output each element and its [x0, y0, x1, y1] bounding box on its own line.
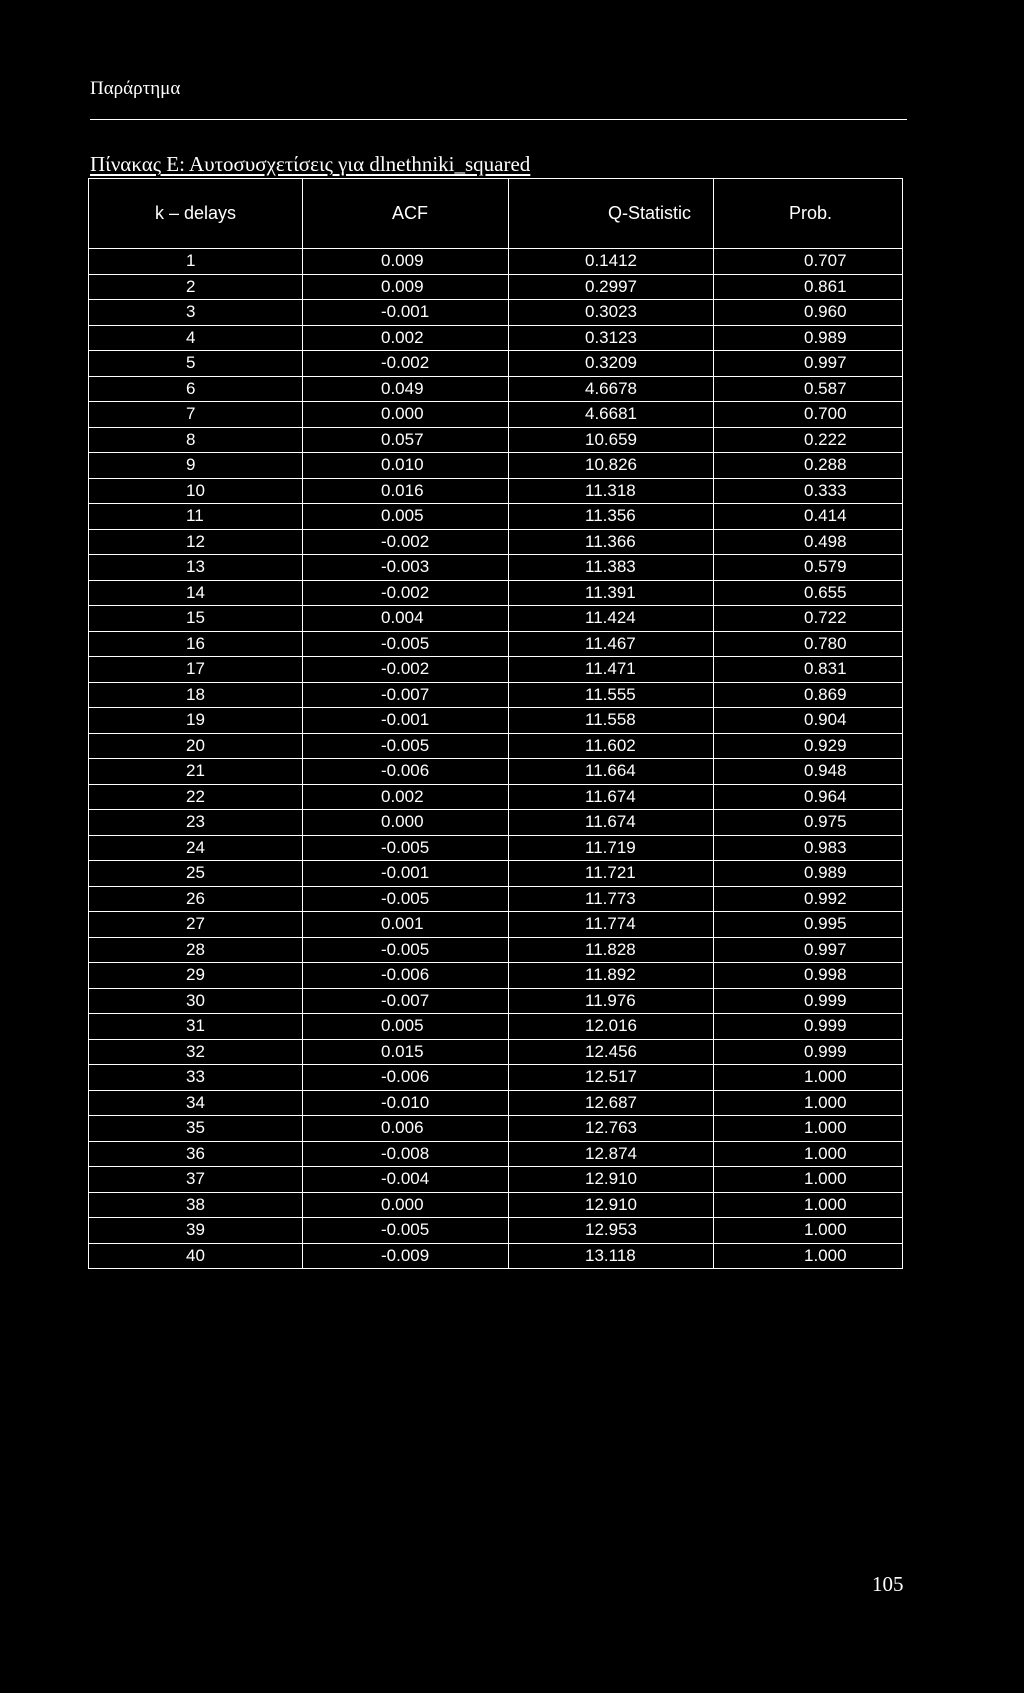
table-row — [89, 988, 903, 1014]
cell-prob: 1.000 — [714, 1243, 903, 1269]
cell-q-statistic: 10.659 — [509, 427, 714, 453]
cell-q-statistic: 12.517 — [509, 1065, 714, 1091]
cell-k: 24 — [89, 835, 303, 861]
cell-q-statistic: 12.910 — [509, 1167, 714, 1193]
cell-q-statistic: 11.828 — [509, 937, 714, 963]
cell-q-statistic: 12.910 — [509, 1192, 714, 1218]
table-header-row — [89, 179, 903, 249]
header-q-statistic: Q-Statistic — [509, 179, 714, 249]
cell-acf: 0.005 — [303, 504, 509, 530]
cell-acf: -0.010 — [303, 1090, 509, 1116]
cell-acf: -0.007 — [303, 682, 509, 708]
cell-acf: -0.005 — [303, 835, 509, 861]
cell-k: 35 — [89, 1116, 303, 1142]
cell-prob: 0.999 — [714, 1039, 903, 1065]
cell-q-statistic: 10.826 — [509, 453, 714, 479]
table-row — [89, 937, 903, 963]
cell-prob: 1.000 — [714, 1141, 903, 1167]
table-body — [89, 249, 903, 1269]
cell-acf: -0.005 — [303, 1218, 509, 1244]
cell-acf: -0.001 — [303, 861, 509, 887]
cell-prob: 0.997 — [714, 351, 903, 377]
table-row — [89, 504, 903, 530]
cell-acf: -0.008 — [303, 1141, 509, 1167]
cell-acf: 0.002 — [303, 325, 509, 351]
cell-prob: 0.333 — [714, 478, 903, 504]
cell-k: 18 — [89, 682, 303, 708]
cell-q-statistic: 11.892 — [509, 963, 714, 989]
cell-k: 20 — [89, 733, 303, 759]
cell-q-statistic: 12.953 — [509, 1218, 714, 1244]
table-row — [89, 963, 903, 989]
cell-q-statistic: 11.602 — [509, 733, 714, 759]
page-number: 105 — [872, 1572, 904, 1596]
table-row — [89, 835, 903, 861]
table-row — [89, 376, 903, 402]
cell-prob: 0.288 — [714, 453, 903, 479]
cell-acf: -0.005 — [303, 631, 509, 657]
cell-k: 26 — [89, 886, 303, 912]
table-row — [89, 886, 903, 912]
table-row — [89, 1141, 903, 1167]
cell-q-statistic: 4.6681 — [509, 402, 714, 428]
cell-prob: 1.000 — [714, 1116, 903, 1142]
cell-k: 30 — [89, 988, 303, 1014]
cell-acf: -0.005 — [303, 937, 509, 963]
table-row — [89, 657, 903, 683]
cell-acf: -0.002 — [303, 351, 509, 377]
cell-acf: -0.002 — [303, 580, 509, 606]
cell-q-statistic: 0.1412 — [509, 249, 714, 275]
cell-k: 10 — [89, 478, 303, 504]
cell-q-statistic: 11.773 — [509, 886, 714, 912]
cell-k: 15 — [89, 606, 303, 632]
table-row — [89, 453, 903, 479]
cell-acf: -0.009 — [303, 1243, 509, 1269]
cell-q-statistic: 4.6678 — [509, 376, 714, 402]
cell-q-statistic: 11.424 — [509, 606, 714, 632]
table-row — [89, 810, 903, 836]
cell-k: 33 — [89, 1065, 303, 1091]
table-row — [89, 1039, 903, 1065]
cell-k: 9 — [89, 453, 303, 479]
cell-q-statistic: 11.471 — [509, 657, 714, 683]
cell-k: 3 — [89, 300, 303, 326]
cell-k: 32 — [89, 1039, 303, 1065]
cell-k: 22 — [89, 784, 303, 810]
table-caption: Πίνακας Ε: Αυτοσυσχετίσεις για dlnethniki_squared — [90, 152, 531, 176]
cell-q-statistic: 11.366 — [509, 529, 714, 555]
table-row — [89, 427, 903, 453]
cell-prob: 0.587 — [714, 376, 903, 402]
cell-acf: 0.010 — [303, 453, 509, 479]
table-row — [89, 733, 903, 759]
cell-prob: 1.000 — [714, 1192, 903, 1218]
cell-acf: -0.005 — [303, 886, 509, 912]
cell-prob: 1.000 — [714, 1218, 903, 1244]
cell-prob: 0.998 — [714, 963, 903, 989]
cell-prob: 0.929 — [714, 733, 903, 759]
cell-prob: 0.869 — [714, 682, 903, 708]
table-row — [89, 1116, 903, 1142]
cell-k: 28 — [89, 937, 303, 963]
cell-acf: 0.006 — [303, 1116, 509, 1142]
cell-prob: 0.999 — [714, 988, 903, 1014]
cell-prob: 0.989 — [714, 861, 903, 887]
cell-k: 19 — [89, 708, 303, 734]
table-row — [89, 606, 903, 632]
cell-acf: -0.001 — [303, 300, 509, 326]
cell-k: 37 — [89, 1167, 303, 1193]
cell-q-statistic: 12.687 — [509, 1090, 714, 1116]
table-row — [89, 1192, 903, 1218]
cell-q-statistic: 13.118 — [509, 1243, 714, 1269]
cell-prob: 0.960 — [714, 300, 903, 326]
cell-acf: -0.006 — [303, 1065, 509, 1091]
cell-acf: -0.003 — [303, 555, 509, 581]
cell-acf: 0.005 — [303, 1014, 509, 1040]
table-row — [89, 555, 903, 581]
header-rule — [90, 119, 907, 120]
cell-prob: 0.498 — [714, 529, 903, 555]
table-row — [89, 631, 903, 657]
table-row — [89, 580, 903, 606]
cell-q-statistic: 0.3209 — [509, 351, 714, 377]
table-row — [89, 682, 903, 708]
cell-acf: -0.005 — [303, 733, 509, 759]
cell-k: 31 — [89, 1014, 303, 1040]
table-row — [89, 1014, 903, 1040]
table-row — [89, 300, 903, 326]
cell-k: 14 — [89, 580, 303, 606]
cell-q-statistic: 12.016 — [509, 1014, 714, 1040]
cell-q-statistic: 12.456 — [509, 1039, 714, 1065]
cell-acf: -0.004 — [303, 1167, 509, 1193]
cell-acf: 0.049 — [303, 376, 509, 402]
cell-k: 2 — [89, 274, 303, 300]
cell-k: 36 — [89, 1141, 303, 1167]
header-acf: ACF — [303, 179, 509, 249]
cell-k: 38 — [89, 1192, 303, 1218]
table-row — [89, 478, 903, 504]
cell-acf: 0.000 — [303, 810, 509, 836]
cell-prob: 0.975 — [714, 810, 903, 836]
table-row — [89, 249, 903, 275]
cell-prob: 0.983 — [714, 835, 903, 861]
table-row — [89, 1243, 903, 1269]
cell-acf: 0.002 — [303, 784, 509, 810]
cell-prob: 0.579 — [714, 555, 903, 581]
cell-prob: 0.948 — [714, 759, 903, 785]
cell-q-statistic: 11.674 — [509, 810, 714, 836]
acf-table — [88, 178, 903, 1269]
cell-q-statistic: 11.467 — [509, 631, 714, 657]
table-row — [89, 1065, 903, 1091]
table-row — [89, 1218, 903, 1244]
cell-prob: 0.992 — [714, 886, 903, 912]
cell-prob: 0.414 — [714, 504, 903, 530]
cell-prob: 0.904 — [714, 708, 903, 734]
cell-acf: 0.057 — [303, 427, 509, 453]
cell-acf: -0.002 — [303, 657, 509, 683]
cell-acf: 0.016 — [303, 478, 509, 504]
cell-k: 39 — [89, 1218, 303, 1244]
cell-q-statistic: 11.774 — [509, 912, 714, 938]
cell-q-statistic: 11.721 — [509, 861, 714, 887]
cell-acf: -0.006 — [303, 759, 509, 785]
cell-k: 21 — [89, 759, 303, 785]
cell-prob: 0.655 — [714, 580, 903, 606]
cell-k: 27 — [89, 912, 303, 938]
table-row — [89, 784, 903, 810]
table-row — [89, 529, 903, 555]
cell-k: 13 — [89, 555, 303, 581]
cell-prob: 0.700 — [714, 402, 903, 428]
table-row — [89, 402, 903, 428]
cell-q-statistic: 11.719 — [509, 835, 714, 861]
cell-acf: 0.004 — [303, 606, 509, 632]
cell-q-statistic: 0.3023 — [509, 300, 714, 326]
cell-prob: 0.707 — [714, 249, 903, 275]
cell-k: 29 — [89, 963, 303, 989]
cell-q-statistic: 11.318 — [509, 478, 714, 504]
cell-q-statistic: 12.874 — [509, 1141, 714, 1167]
cell-k: 7 — [89, 402, 303, 428]
cell-q-statistic: 11.558 — [509, 708, 714, 734]
table-row — [89, 274, 903, 300]
cell-q-statistic: 11.356 — [509, 504, 714, 530]
cell-k: 23 — [89, 810, 303, 836]
cell-acf: 0.009 — [303, 249, 509, 275]
cell-q-statistic: 0.2997 — [509, 274, 714, 300]
cell-q-statistic: 11.674 — [509, 784, 714, 810]
cell-q-statistic: 11.391 — [509, 580, 714, 606]
cell-acf: -0.007 — [303, 988, 509, 1014]
cell-acf: 0.015 — [303, 1039, 509, 1065]
cell-prob: 0.989 — [714, 325, 903, 351]
cell-acf: 0.001 — [303, 912, 509, 938]
table-row — [89, 912, 903, 938]
cell-prob: 1.000 — [714, 1090, 903, 1116]
table-row — [89, 861, 903, 887]
cell-q-statistic: 11.383 — [509, 555, 714, 581]
cell-acf: -0.001 — [303, 708, 509, 734]
table-row — [89, 759, 903, 785]
table-row — [89, 708, 903, 734]
cell-acf: 0.000 — [303, 402, 509, 428]
cell-acf: -0.006 — [303, 963, 509, 989]
header-prob: Prob. — [714, 179, 903, 249]
cell-k: 4 — [89, 325, 303, 351]
running-head: Παράρτημα — [90, 78, 181, 99]
table-row — [89, 1090, 903, 1116]
cell-acf: 0.000 — [303, 1192, 509, 1218]
cell-q-statistic: 0.3123 — [509, 325, 714, 351]
cell-prob: 0.722 — [714, 606, 903, 632]
cell-prob: 0.222 — [714, 427, 903, 453]
cell-prob: 1.000 — [714, 1167, 903, 1193]
cell-prob: 0.964 — [714, 784, 903, 810]
cell-prob: 0.995 — [714, 912, 903, 938]
table-row — [89, 351, 903, 377]
cell-prob: 0.997 — [714, 937, 903, 963]
cell-k: 1 — [89, 249, 303, 275]
cell-q-statistic: 12.763 — [509, 1116, 714, 1142]
cell-q-statistic: 11.664 — [509, 759, 714, 785]
cell-k: 5 — [89, 351, 303, 377]
table-row — [89, 1167, 903, 1193]
cell-prob: 0.999 — [714, 1014, 903, 1040]
cell-prob: 1.000 — [714, 1065, 903, 1091]
cell-k: 40 — [89, 1243, 303, 1269]
cell-prob: 0.831 — [714, 657, 903, 683]
cell-prob: 0.861 — [714, 274, 903, 300]
cell-k: 34 — [89, 1090, 303, 1116]
cell-k: 16 — [89, 631, 303, 657]
cell-acf: -0.002 — [303, 529, 509, 555]
cell-q-statistic: 11.976 — [509, 988, 714, 1014]
cell-k: 17 — [89, 657, 303, 683]
cell-k: 6 — [89, 376, 303, 402]
cell-q-statistic: 11.555 — [509, 682, 714, 708]
cell-k: 25 — [89, 861, 303, 887]
cell-k: 12 — [89, 529, 303, 555]
header-k-delays: k – delays — [89, 179, 303, 249]
table-row — [89, 325, 903, 351]
cell-k: 8 — [89, 427, 303, 453]
cell-k: 11 — [89, 504, 303, 530]
cell-acf: 0.009 — [303, 274, 509, 300]
cell-prob: 0.780 — [714, 631, 903, 657]
